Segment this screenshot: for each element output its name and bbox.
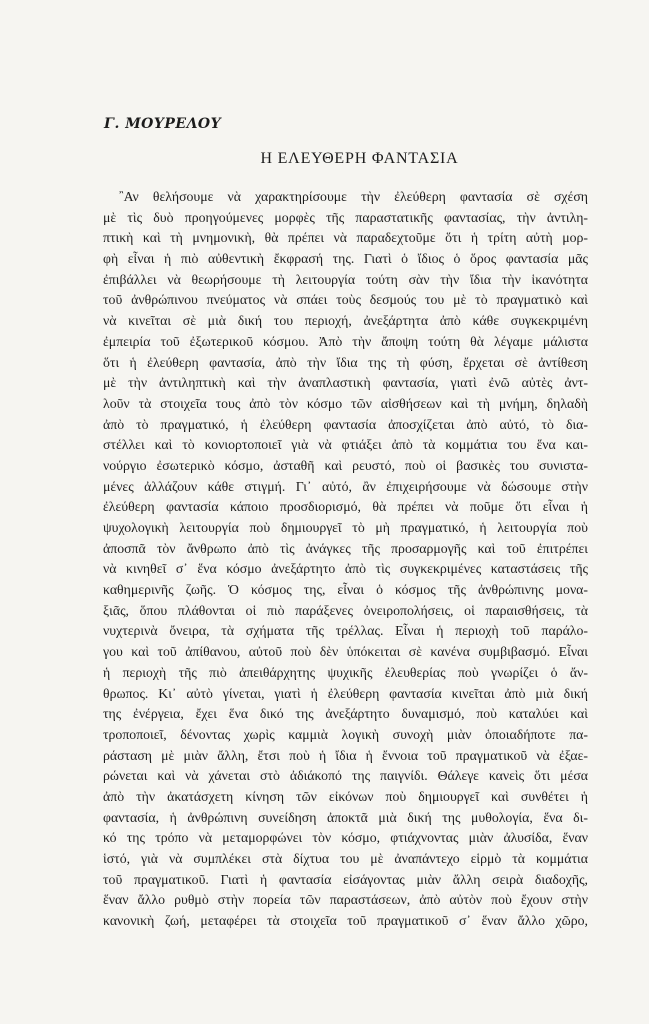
text-line: νὰ κινηθεῖ σ᾽ ἕνα κόσμο ἀνεξάρτητο ἀπὸ τὶς συγκεκριμένες καταστάσεις τῆς [103, 561, 588, 577]
text-line: ψυχολογικὴ λειτουργία ποὺ δημιουργεῖ τὸ μὴ πραγματικό, ἡ λειτουργία ποὺ [103, 520, 588, 535]
text-line: φαντασία, ἡ ἀνθρώπινη συνείδηση ἀποκτᾶ μιὰ δική της μυθολογία, ἕνα δι- [103, 809, 588, 825]
text-line: νὰ κινεῖται σὲ μιὰ δική του περιοχή, ἀνεξάρτητα ἀπὸ κάθε συγκεκριμένη [103, 313, 588, 329]
text-line: τοῦ πραγματικοῦ. Γιατὶ ἡ φαντασία εἰσάγοντας μιὰν ἄλλη σειρὰ διαδοχῆς, [103, 871, 588, 887]
text-line: θρωπος. Κι᾽ αὐτὸ γίνεται, γιατὶ ἡ ἐλεύθερη φαντασία κινεῖται ἀπὸ μιὰ δική [103, 685, 588, 701]
text-line: καθημερινῆς ζωῆς. Ὁ κόσμος της, εἶναι ὁ κόσμος τῆς ἀνθρώπινης μονα- [103, 582, 588, 598]
text-line: της ἐνέργεια, ἔχει ἕνα δικό της ἀνεξάρτητο δυναμισμό, ποὺ καταλύει καὶ [103, 706, 588, 722]
text-line: ῍Αν θελήσουμε νὰ χαρακτηρίσουμε τὴν ἐλεύθερη φαντασία σὲ σχέση [119, 189, 588, 204]
text-line: στέλλει καὶ τὸ κονιορτοποιεῖ γιὰ νὰ φτιάξει ἀπὸ τὰ κομμάτια του ἕνα και- [103, 437, 588, 453]
body-text [103, 187, 588, 932]
text-line: μὲ τὴν ἀντιληπτικὴ καὶ τὴν ἀναπλαστικὴ φαντασία, γιατὶ ἐνῶ αὐτὲς ἀντ- [103, 375, 588, 391]
page-title: Η ΕΛΕΥΘΕΡΗ ΦΑΝΤΑΣΙΑ [260, 150, 459, 167]
text-line: κό της τρόπο νὰ μεταμορφώνει τὸν κόσμο, φτιάχνοντας μιὰν ἀλυσίδα, ἕναν [103, 830, 588, 846]
text-line: πτικὴ καὶ τὴ μνημονικὴ, θὰ πρέπει νὰ παραδεχτοῦμε ὅτι ἡ τρίτη αὐτὴ μορ- [103, 230, 588, 246]
text-line: ἐλεύθερη φαντασία κάποιο προσδιορισμό, θὰ πρέπει νὰ ποῦμε ὅτι εἶναι ἡ [103, 499, 588, 515]
text-line: ξιᾶς, ὅπου πλάθονται οἱ πιὸ παράξενες ὀνειροπολήσεις, οἱ παραισθήσεις, τὰ [103, 602, 588, 618]
text-line: ράσταση μὲ μιὰν ἄλλη, ἔτσι ποὺ ἡ ἴδια ἡ ἔννοια τοῦ πραγματικοῦ νὰ ἐξαε- [103, 747, 588, 763]
text-line: νυχτερινὰ ὄνειρα, τὰ σχήματα τῆς τρέλλας. Εἶναι ἡ περιοχὴ τοῦ παράλο- [103, 623, 588, 639]
text-line: φὴ εἶναι ἡ πιὸ αὐθεντικὴ ἔκφρασή της. Γιατὶ ὁ ἴδιος ὁ ὅρος φαντασία μᾶς [103, 251, 588, 267]
text-line: ἕναν ἄλλο ρυθμὸ στὴν πορεία τῶν παραστάσεων, ἀπὸ αὐτὸν ποὺ ἔχουν στὴν [103, 892, 588, 908]
text-line: κανονικὴ ζωή, μεταφέρει τὰ στοιχεῖα τοῦ πραγματικοῦ σ᾽ ἕναν ἄλλο χῶρο, [103, 913, 588, 929]
text-line: τροποποιεῖ, δένοντας χωρὶς καμμιὰ λογικὴ συνοχὴ μιὰν ὁποιαδήποτε πα- [103, 726, 588, 742]
text-line: μὲ τὶς δυὸ προηγούμενες μορφὲς τῆς παραστατικῆς φαντασίας, τὴν ἀντιλη- [103, 209, 588, 225]
text-line: ἐπιβάλλει νὰ θεωρήσουμε τὴ λειτουργία τούτη σὰν τὴν ἴδια τὴν ἱκανότητα [103, 271, 588, 287]
text-line: ἀποσπᾶ τὸν ἄνθρωπο ἀπὸ τὶς ἀνάγκες τῆς προσαρμογῆς καὶ τοῦ ἐπιτρέπει [103, 540, 588, 556]
author-name: Γ. ΜΟΥΡΕΛΟΥ [104, 116, 222, 132]
text-line: ὅτι ἡ ἐλεύθερη φαντασία, ἀπὸ τὴν ἴδια της τὴ φύση, ἔρχεται σὲ ἀντίθεση [103, 354, 588, 370]
text-line: νούργιο ἐσωτερικὸ κόσμο, ἀσταθῆ καὶ ρευστό, ποὺ οἱ βασικὲς του συνιστα- [103, 457, 588, 473]
text-line: ἱστό, γιὰ νὰ συμπλέκει στὰ δίχτυα του μὲ ἀναπάντεχο εἱρμὸ τὰ κομμάτια [103, 851, 588, 866]
text-line: ἐμπειρία τοῦ ἐξωτερικοῦ κόσμου. Ἀπὸ τὴν ἄποψη τούτη θὰ λέγαμε μάλιστα [103, 333, 588, 349]
text-line: λοῦν τὰ στοιχεῖα τους ἀπὸ τὸν κόσμο τῶν αἰσθήσεων καὶ τὴ μνήμη, δηλαδὴ [103, 395, 588, 411]
text-line: τοῦ ἀνθρώπινου πνεύματος νὰ σπάει τοὺς δεσμούς του μὲ τὸ πραγματικὸ καὶ [103, 292, 588, 308]
text-line: μένες ἀλλάζουν κάθε στιγμή. Γι᾽ αὐτό, ἂν ἐπιχειρήσουμε νὰ δώσουμε στὴν [103, 478, 588, 494]
text-line: ἀπὸ τὸ πραγματικό, ἡ ἐλεύθερη φαντασία ἀποσχίζεται ἀπὸ αὐτό, τὸ δια- [103, 416, 588, 432]
text-line: ρώνεται καὶ νὰ χάνεται στὸ ἀδιάκοπό της παιγνίδι. Θάλεγε κανεὶς ὅτι μέσα [103, 768, 588, 784]
text-line: γου καὶ τοῦ ἀπίθανου, αὐτοῦ ποὺ δὲν ὑπόκειται σὲ κανένα συμβιβασμό. Εἶναι [103, 644, 588, 660]
text-line: ἀπὸ τὴν ἀκατάσχετη κίνηση τῶν εἰκόνων ποὺ δημιουργεῖ καὶ συνθέτει ἡ [103, 788, 588, 804]
text-line: ἡ περιοχὴ τῆς πιὸ ἀπειθάρχητης ψυχικῆς ἐλευθερίας ποὺ γνωρίζει ὁ ἄν- [103, 664, 588, 680]
